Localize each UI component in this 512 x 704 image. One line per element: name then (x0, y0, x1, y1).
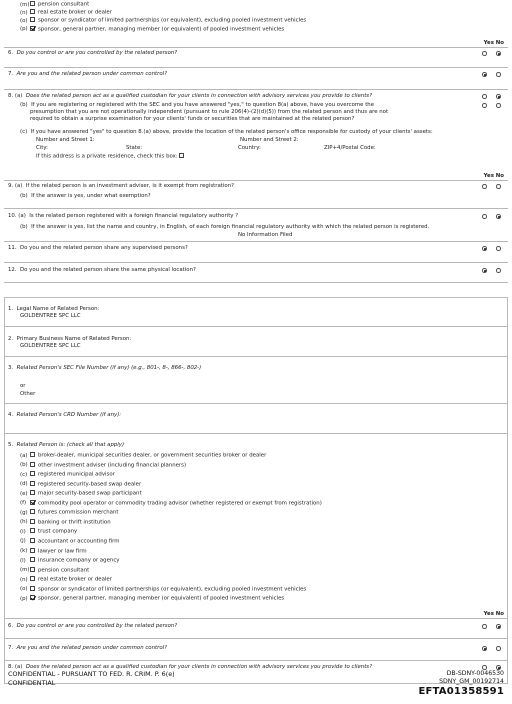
list-item-checkbox[interactable] (30, 471, 35, 476)
list-item (20, 17, 306, 24)
radio-yes[interactable] (482, 246, 487, 251)
list-item (20, 538, 120, 545)
list-item-label: major security-based swap participant (38, 490, 142, 497)
q8c-row: (c) If you have answered "yes" to question 8.(a) above, provide the location of the related person's office responsible for custody of your clients' assets: (20, 129, 433, 135)
s2-row: 2. Primary Business Name of Related Person: GOLDENTREE SPC LLC (8, 336, 132, 349)
radio-yes[interactable] (482, 94, 487, 99)
q6-row: 6. Do you control or are you controlled by the related person? (8, 50, 178, 56)
list-item-letter: (a) (20, 452, 28, 459)
list-item (20, 9, 112, 16)
list-item (20, 576, 112, 583)
list-item-label: pension consultant (38, 1, 90, 8)
q8a-row: 8. (a) Does the related person act as a qualified custodian for your clients in connection with advisory services you provide to clients? (8, 93, 372, 99)
list-item (20, 490, 142, 497)
radio-no[interactable] (496, 103, 501, 108)
list-item-label: accountant or accounting firm (38, 538, 120, 545)
radio-yes[interactable] (482, 51, 487, 56)
list-item (20, 452, 266, 459)
list-item (20, 567, 89, 574)
list-item-checkbox[interactable] (30, 500, 35, 505)
list-item-label: sponsor or syndicator of limited partnerships (or equivalent), excluding pooled investment vehicles (38, 17, 307, 24)
radio-no[interactable] (496, 51, 501, 56)
radio-no[interactable] (496, 184, 501, 189)
list-item (20, 557, 119, 564)
list-item-letter: (i) (20, 528, 26, 535)
list-item (20, 548, 87, 555)
list-item-checkbox[interactable] (30, 548, 35, 553)
list-item (20, 528, 77, 535)
list-item-checkbox[interactable] (30, 17, 35, 22)
efta-number: EFTA01358591 (418, 686, 504, 697)
list-item-letter: (k) (20, 548, 28, 554)
q7-row: 7. Are you and the related person under common control? (8, 71, 168, 77)
radio-no[interactable] (496, 214, 501, 219)
q9a-row: 9. (a) If the related person is an investment adviser, is it exempt from registration? (8, 183, 234, 189)
list-item-label: futures commission merchant (38, 509, 119, 516)
q9b-row: (b) If the answer is yes, under what exemption? (20, 193, 151, 199)
country-label: Country: (238, 145, 261, 151)
list-item-label: banking or thrift institution (38, 519, 111, 526)
radio-yes[interactable] (482, 72, 487, 77)
yes-no-header: Yes No (483, 40, 504, 46)
list-item-letter: (g) (20, 509, 28, 516)
list-item-label: broker-dealer, municipal securities dealer, or government securities broker or dealer (38, 452, 267, 459)
list-item-checkbox[interactable] (30, 9, 35, 14)
list-item (20, 26, 284, 33)
list-item-checkbox[interactable] (30, 576, 35, 581)
list-item (20, 471, 115, 478)
s3-row: 3. Related Person's SEC File Number (if any) (e.g., 801-, 8-, 866-, 802-) (8, 365, 202, 371)
list-item (20, 509, 118, 516)
radio-no[interactable] (496, 268, 501, 273)
list-item-label: pension consultant (38, 567, 90, 574)
list-item-label: real estate broker or dealer (38, 576, 112, 583)
radio-yes[interactable] (482, 184, 487, 189)
list-item-letter: (d) (20, 481, 28, 488)
private-residence-row: If this address is a private residence, check this box: (36, 153, 187, 160)
radio-no[interactable] (496, 246, 501, 251)
list-item-checkbox[interactable] (30, 595, 35, 600)
state-label: State: (126, 145, 143, 151)
radio-yes[interactable] (482, 214, 487, 219)
radio-no[interactable] (496, 665, 501, 670)
s5-row: 5. Related Person is: (check all that apply) (8, 442, 125, 448)
q8ab-row: 8. (a) Does the related person act as a qualified custodian for your clients in connection with advisory services you provide to clients? (8, 664, 372, 670)
radio-yes[interactable] (482, 624, 487, 629)
list-item-checkbox[interactable] (30, 26, 35, 31)
list-item (20, 481, 141, 488)
yes-no-header-3: Yes No (483, 611, 504, 617)
s4-row: 4. Related Person's CRD Number (if any): (8, 412, 122, 418)
city-label: City: (36, 145, 48, 151)
list-item-letter: (b) (20, 462, 28, 469)
legal-name-value: GOLDENTREE SPC LLC (20, 312, 81, 319)
list-item-label: registered municipal advisor (38, 471, 115, 478)
list-item-letter: (o) (20, 17, 28, 24)
s3-other: Other (20, 391, 36, 397)
list-item-label: sponsor, general partner, managing member (or equivalent) of pooled investment vehicles (38, 595, 285, 602)
q8b-row: (b) If you are registering or registered with the SEC and you have answered "yes," to question 8(a) above, have you overcome the presumption that you are not operationally independent (pursuant to rule 206(4)-(2)(d)(5)) from the related person and thus are not required to obtain a surprise examination for your clients' funds or securities that are maintained at the related person? (20, 102, 389, 122)
list-item-label: sponsor or syndicator of limited partnerships (or equivalent), excluding pooled investment vehicles (38, 586, 307, 593)
list-item-label: registered security-based swap dealer (38, 481, 142, 488)
bates-number-sdny: SDNY_GM_00192714 (439, 678, 504, 685)
list-item-checkbox[interactable] (30, 452, 35, 457)
s1-row: 1. Legal Name of Related Person: GOLDENTREE SPC LLC (8, 306, 100, 319)
street1-label: Number and Street 1: (36, 137, 95, 143)
list-item-letter: (f) (20, 500, 27, 507)
list-item-letter: (e) (20, 490, 28, 497)
list-item-label: other investment adviser (including financial planners) (38, 462, 187, 469)
list-item-checkbox[interactable] (30, 1, 35, 6)
bates-number-db: DB-SDNY-0046530 (446, 670, 504, 677)
radio-no[interactable] (496, 72, 501, 77)
list-item-letter: (l) (20, 557, 26, 564)
no-information-filed: No Information Filed (238, 232, 293, 238)
list-item-letter: (o) (20, 586, 28, 593)
list-item-label: lawyer or law firm (38, 548, 87, 554)
list-item-letter: (m) (20, 1, 30, 8)
radio-no[interactable] (496, 94, 501, 99)
list-item-checkbox[interactable] (30, 462, 35, 467)
q10a-row: 10. (a) Is the related person registered with a foreign financial regulatory authority ? (8, 213, 239, 219)
list-item-letter: (c) (20, 471, 28, 478)
radio-no[interactable] (496, 624, 501, 629)
list-item-label: real estate broker or dealer (38, 9, 112, 16)
list-item-checkbox[interactable] (30, 509, 35, 514)
list-item-checkbox[interactable] (30, 481, 35, 486)
q6b-row: 6. Do you control or are you controlled by the related person? (8, 623, 178, 629)
list-item-letter: (n) (20, 9, 28, 16)
list-item (20, 500, 322, 507)
radio-yes[interactable] (482, 268, 487, 273)
list-item-label: insurance company or agency (38, 557, 120, 564)
list-item-letter: (j) (20, 538, 26, 545)
list-item-checkbox[interactable] (30, 519, 35, 524)
yes-no-header-2: Yes No (483, 173, 504, 179)
list-item (20, 519, 111, 526)
q11-row: 11. Do you and the related person share any supervised persons? (8, 245, 188, 251)
list-item-letter: (p) (20, 595, 28, 602)
q10b-row: (b) If the answer is yes, list the name and country, in English, of each foreign financial regulatory authority with which the related person is registered. (20, 224, 430, 230)
list-item-label: trust company (38, 528, 78, 535)
list-item-checkbox[interactable] (30, 528, 35, 533)
list-item-letter: (n) (20, 576, 28, 583)
radio-yes[interactable] (482, 646, 487, 651)
list-item (20, 595, 284, 602)
radio-yes[interactable] (482, 103, 487, 108)
radio-no[interactable] (496, 646, 501, 651)
list-item (20, 1, 89, 8)
list-item-checkbox[interactable] (30, 490, 35, 495)
q7b-row: 7. Are you and the related person under common control? (8, 645, 168, 651)
business-name-value: GOLDENTREE SPC LLC (20, 342, 81, 349)
zip-label: ZIP+4/Postal Code: (324, 145, 376, 151)
private-residence-checkbox[interactable] (179, 153, 184, 158)
list-item-checkbox[interactable] (30, 557, 35, 562)
list-item-checkbox[interactable] (30, 567, 35, 572)
confidential-legend: CONFIDENTIAL - PURSUANT TO FED. R. CRIM. P. 6(e) (8, 670, 175, 678)
list-item (20, 462, 186, 469)
list-item-label: commodity pool operator or commodity trading advisor (whether registered or exempt from registration) (38, 500, 322, 507)
list-item-checkbox[interactable] (30, 538, 35, 543)
list-item-letter: (m) (20, 567, 30, 574)
street2-label: Number and Street 2: (240, 137, 299, 143)
s3-or: or (20, 383, 26, 389)
list-item-letter: (p) (20, 26, 28, 33)
confidential-label: CONFIDENTIAL (8, 679, 56, 687)
list-item-letter: (h) (20, 519, 28, 526)
q12-row: 12. Do you and the related person share the same physical location? (8, 267, 196, 273)
list-item-label: sponsor, general partner, managing member (or equivalent) of pooled investment vehicles (38, 26, 285, 33)
radio-yes[interactable] (482, 665, 487, 670)
list-item (20, 586, 306, 593)
list-item-checkbox[interactable] (30, 586, 35, 591)
